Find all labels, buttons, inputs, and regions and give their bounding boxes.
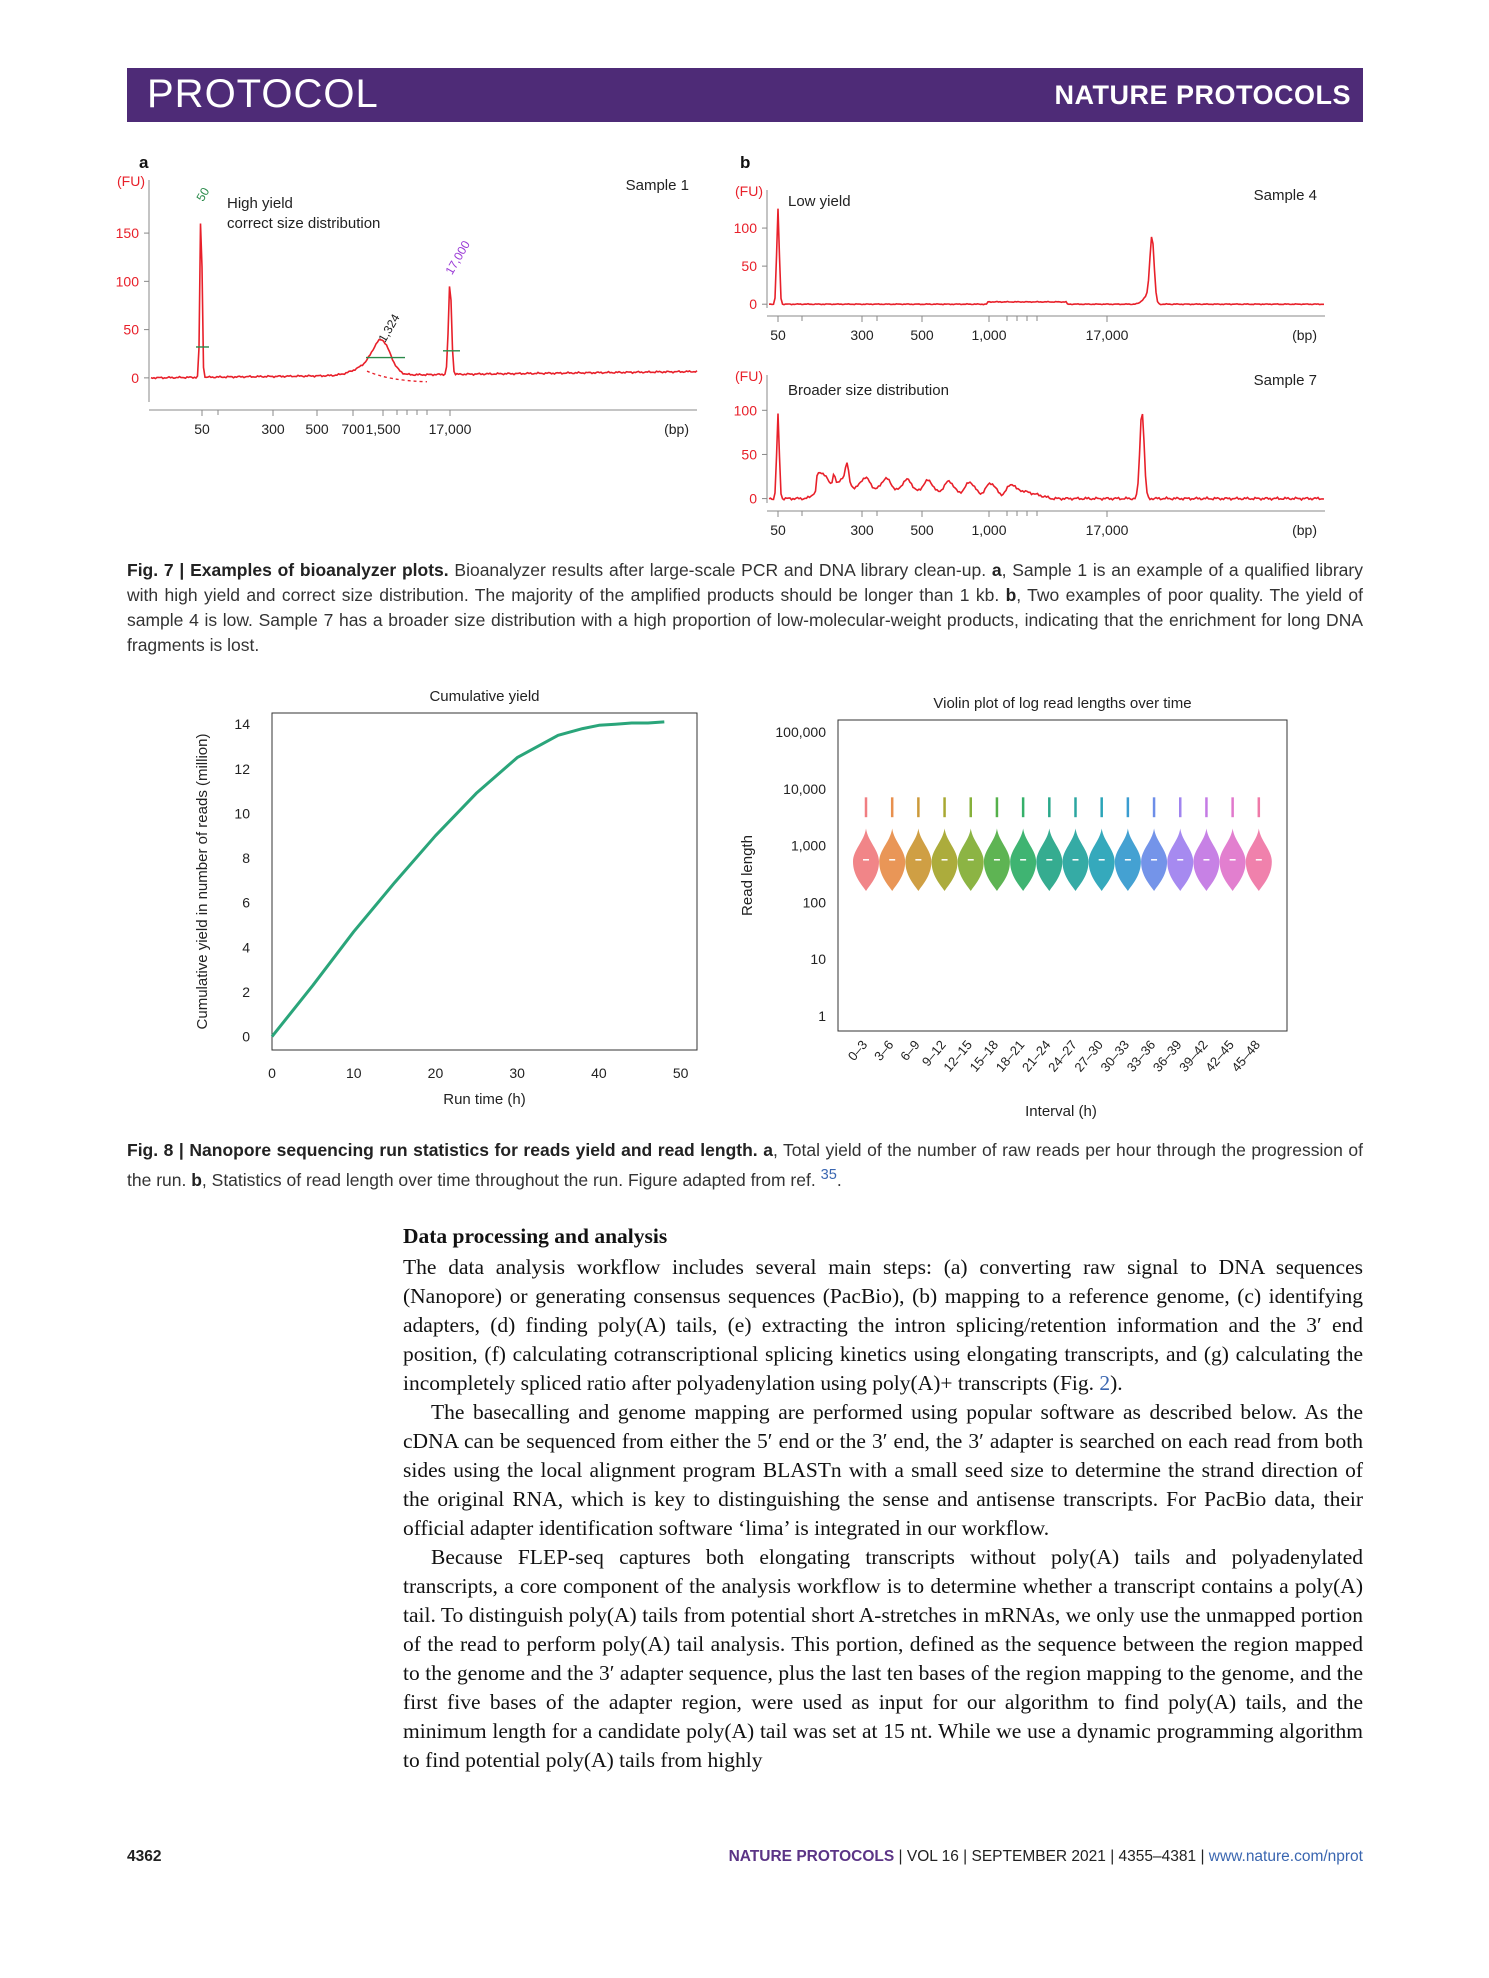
section-data-processing bbox=[403, 1222, 1363, 1775]
x-axis-label: Run time (h) bbox=[443, 1091, 526, 1108]
peak-label: 1,324 bbox=[375, 311, 403, 345]
chart-violin bbox=[739, 695, 1287, 1120]
x-tick-label: 17,000 bbox=[428, 421, 472, 437]
fig7-caption-text2: , Sample 1 is an example of a qualified library with high yield and correct size distribution. The majority of the amplified products should be longer than 1 kb. bbox=[127, 560, 1363, 605]
paragraph-1 bbox=[403, 1253, 1363, 1398]
footer-sep: | bbox=[958, 1848, 972, 1865]
x-tick-label: 12–15 bbox=[940, 1037, 976, 1075]
y-tick-label: 0 bbox=[749, 296, 757, 313]
x-tick-label: 45–48 bbox=[1228, 1037, 1264, 1075]
x-tick-label: 21–24 bbox=[1018, 1037, 1054, 1075]
chart-cumulative-yield bbox=[194, 688, 697, 1108]
x-tick-label: 27–30 bbox=[1071, 1037, 1106, 1075]
y-tick-label: 100,000 bbox=[775, 724, 826, 740]
figure-8 bbox=[127, 675, 1363, 1125]
x-tick-label: 0–3 bbox=[844, 1037, 871, 1064]
footer-sep: | bbox=[1196, 1848, 1209, 1865]
y-tick-label: 0 bbox=[131, 369, 139, 386]
x-tick-label: 1,500 bbox=[365, 421, 401, 437]
x-tick-label: 3–6 bbox=[871, 1037, 897, 1064]
y-tick-label: 0 bbox=[749, 490, 757, 507]
x-tick-label: 20 bbox=[427, 1065, 444, 1081]
annotation: Broader size distribution bbox=[788, 382, 949, 399]
plot-frame bbox=[838, 720, 1287, 1031]
x-tick-label: 24–27 bbox=[1045, 1037, 1080, 1075]
y-tick-label: 50 bbox=[741, 258, 757, 275]
x-tick-label: 1,000 bbox=[971, 327, 1007, 343]
figure-7-caption bbox=[127, 558, 1363, 658]
page-number-text: 4362 bbox=[127, 1848, 162, 1865]
footer-date: SEPTEMBER 2021 bbox=[971, 1848, 1106, 1865]
section-label: PROTOCOL bbox=[147, 72, 379, 116]
x-tick-label: 17,000 bbox=[1085, 522, 1129, 538]
x-tick-label: 15–18 bbox=[966, 1037, 1002, 1075]
y-tick-label: 14 bbox=[234, 716, 250, 733]
x-tick-label: 9–12 bbox=[918, 1037, 949, 1070]
x-tick-label: 300 bbox=[261, 421, 285, 437]
x-tick-label: 33–36 bbox=[1123, 1037, 1159, 1075]
x-tick-label: 700 bbox=[341, 421, 365, 437]
chart-title: Cumulative yield bbox=[429, 688, 540, 705]
sample-title: Sample 1 bbox=[625, 177, 689, 194]
fig7-caption-label: Fig. 7 | Examples of bioanalyzer plots. bbox=[127, 560, 449, 580]
y-tick-label: 1,000 bbox=[790, 837, 826, 854]
y-axis-unit: (FU) bbox=[117, 173, 145, 189]
annotation: High yield bbox=[227, 195, 293, 212]
x-tick-label: 50 bbox=[770, 522, 786, 538]
x-tick-label: 36–39 bbox=[1149, 1037, 1185, 1075]
figure-7 bbox=[115, 150, 1363, 550]
y-axis-unit: (FU) bbox=[735, 368, 763, 384]
sample-title: Sample 4 bbox=[1253, 187, 1317, 204]
y-tick-label: 100 bbox=[115, 273, 139, 290]
x-tick-label: 50 bbox=[194, 421, 210, 437]
x-tick-label: 300 bbox=[850, 327, 874, 343]
fig7-caption-b: b bbox=[1005, 585, 1017, 605]
fig8-caption-text2: , Statistics of read length over time throughout the run. Figure adapted from ref. bbox=[201, 1169, 821, 1190]
journal-name: NATURE PROTOCOLS bbox=[1054, 80, 1351, 110]
y-tick-label: 100 bbox=[733, 402, 757, 419]
y-tick-label: 8 bbox=[242, 850, 250, 867]
y-axis-label: Cumulative yield in number of reads (million) bbox=[194, 733, 211, 1030]
x-tick-label: 40 bbox=[591, 1065, 607, 1081]
x-tick-label: 500 bbox=[910, 327, 934, 343]
baseline-dashed bbox=[367, 371, 427, 382]
fig2-ref-link[interactable]: 2 bbox=[1099, 1371, 1111, 1395]
x-tick-label: 18–21 bbox=[992, 1037, 1028, 1075]
sample-title: Sample 7 bbox=[1253, 372, 1317, 389]
footer-volume: VOL 16 bbox=[906, 1848, 959, 1865]
footer-pages: 4355–4381 bbox=[1118, 1848, 1197, 1865]
y-tick-label: 10 bbox=[234, 805, 250, 822]
section-heading: Data processing and analysis bbox=[403, 1224, 668, 1248]
paragraph-3: Because FLEP-seq captures both elongating transcripts without poly(A) tails and polyadenylated transcripts, a core component of the analysis workflow is to determine whether a transcript contains a poly(A) tail. To distinguish poly(A) tails from potential short A-stretches in mRNAs, we only use the unmapped portion of the read to perform poly(A) tail analysis. This portion, defined as the sequence between the region mapped to the genome and the 3′ adapter sequence, plus the last ten bases of the region mapping to the genome, and the first five bases of the adapter region, were used as input for our algorithm to find poly(A) tails, and the minimum length for a candidate poly(A) tail was set at 15 nt. While we use a dynamic programming algorithm to find potential poly(A) tails from highly bbox=[403, 1545, 1363, 1772]
x-axis-label: (bp) bbox=[1292, 327, 1317, 343]
paragraph-1-text: The data analysis workflow includes several main steps: (a) converting raw signal to DNA sequences (Nanopore) or generating consensus sequences (PacBio), (b) mapping to a reference genome, (c) identifying adapters, (d) finding poly(A) tails, (e) extracting the intron splicing/retention information and the 3′ end position, (f) calculating cotranscriptional splicing kinetics using elongating transcripts, and (g) calculating the incompletely spliced ratio after polyadenylation using poly(A)+ transcripts (Fig. bbox=[403, 1255, 1363, 1395]
x-tick-label: 1,000 bbox=[971, 522, 1007, 538]
fig8-caption-b: b bbox=[191, 1169, 202, 1190]
x-tick-label: 50 bbox=[672, 1065, 689, 1081]
x-tick-label: 500 bbox=[305, 421, 329, 437]
y-axis-unit: (FU) bbox=[735, 183, 763, 199]
y-tick-label: 2 bbox=[242, 983, 250, 1000]
footer-sep: | bbox=[1105, 1848, 1119, 1865]
annotation: Low yield bbox=[788, 193, 851, 210]
fig8-caption-label: Fig. 8 | Nanopore sequencing run statistics for reads yield and read length. bbox=[127, 1140, 758, 1160]
peak-label: 50 bbox=[193, 185, 213, 204]
figure-8-caption bbox=[127, 1138, 1363, 1193]
x-tick-label: 50 bbox=[770, 327, 786, 343]
panel-b-letter: b bbox=[740, 153, 751, 172]
x-axis-label: (bp) bbox=[1292, 522, 1317, 538]
x-tick-label: 17,000 bbox=[1085, 327, 1129, 343]
footer-sep: | bbox=[894, 1848, 907, 1865]
trace-line bbox=[769, 414, 1324, 501]
x-tick-label: 500 bbox=[910, 522, 934, 538]
paragraph-2: The basecalling and genome mapping are performed using popular software as described below. As the cDNA can be sequenced from either the 5′ end or the 3′ end, the 3′ adapter is searched on each read from both sides using the local alignment program BLASTn with a small seed size to determine the strand direction of the original RNA, which is key to distinguishing the sense and antisense transcripts. For PacBio data, their official adapter identification software ‘lima’ is integrated in our workflow. bbox=[403, 1400, 1363, 1540]
x-tick-label: 6–9 bbox=[897, 1037, 923, 1064]
series-line bbox=[272, 722, 664, 1037]
y-tick-label: 150 bbox=[115, 225, 139, 242]
chart-title: Violin plot of log read lengths over time bbox=[933, 695, 1192, 712]
x-tick-label: 300 bbox=[850, 522, 874, 538]
y-tick-label: 50 bbox=[741, 446, 757, 463]
chart-sample1 bbox=[116, 173, 697, 437]
plot-frame bbox=[272, 713, 697, 1050]
peak-label: 17,000 bbox=[442, 238, 473, 278]
trace-line bbox=[769, 209, 1324, 305]
chart-sample4 bbox=[734, 183, 1325, 343]
page-number bbox=[127, 1848, 161, 1866]
x-tick-label: 0 bbox=[268, 1065, 276, 1081]
y-tick-label: 0 bbox=[242, 1028, 250, 1045]
fig7-caption-text: Bioanalyzer results after large-scale PCR and DNA library clean-up. bbox=[448, 560, 992, 580]
footer-journal: NATURE PROTOCOLS bbox=[728, 1848, 895, 1865]
fig7-caption-text3: , Two examples of poor quality. The yield of sample 4 is low. Sample 7 has a broader size distribution with a high proportion of low-molecular-weight products, indicating that the enrichment for long DNA fragments is lost. bbox=[127, 585, 1363, 655]
trace-line bbox=[151, 224, 697, 379]
panel-a-letter: a bbox=[139, 153, 149, 172]
y-tick-label: 10 bbox=[810, 951, 826, 968]
fig8-ref-link[interactable]: 35 bbox=[820, 1167, 837, 1183]
y-tick-label: 1 bbox=[818, 1008, 826, 1024]
y-axis-label: Read length bbox=[739, 835, 756, 916]
header-banner bbox=[127, 68, 1363, 122]
y-tick-label: 50 bbox=[123, 321, 139, 338]
y-tick-label: 100 bbox=[733, 220, 757, 237]
footer-url-link[interactable]: www.nature.com/nprot bbox=[1208, 1848, 1363, 1865]
fig8-ref-end: . bbox=[836, 1169, 842, 1190]
chart-sample7 bbox=[734, 368, 1325, 538]
x-axis-label: Interval (h) bbox=[1025, 1103, 1097, 1120]
x-tick-label: 42–45 bbox=[1202, 1037, 1237, 1075]
x-tick-label: 10 bbox=[345, 1065, 362, 1081]
y-tick-label: 6 bbox=[242, 894, 250, 911]
y-tick-label: 10,000 bbox=[783, 780, 826, 797]
annotation: correct size distribution bbox=[227, 215, 381, 232]
fig8-caption-a: a bbox=[763, 1140, 773, 1160]
x-axis-label: (bp) bbox=[664, 421, 689, 437]
x-tick-label: 30–33 bbox=[1097, 1037, 1133, 1075]
x-tick-label: 30 bbox=[509, 1065, 525, 1081]
y-tick-label: 100 bbox=[802, 894, 826, 911]
paragraph-1-end: ). bbox=[1110, 1371, 1123, 1395]
fig8-caption-text: , Total yield of the number of raw reads per hour through the progression of the run. bbox=[127, 1140, 1363, 1190]
x-tick-label: 39–42 bbox=[1176, 1037, 1211, 1075]
fig7-caption-a: a bbox=[991, 560, 1002, 580]
y-tick-label: 12 bbox=[234, 760, 250, 777]
y-tick-label: 4 bbox=[242, 939, 250, 956]
footer-journal-info bbox=[729, 1848, 1363, 1866]
